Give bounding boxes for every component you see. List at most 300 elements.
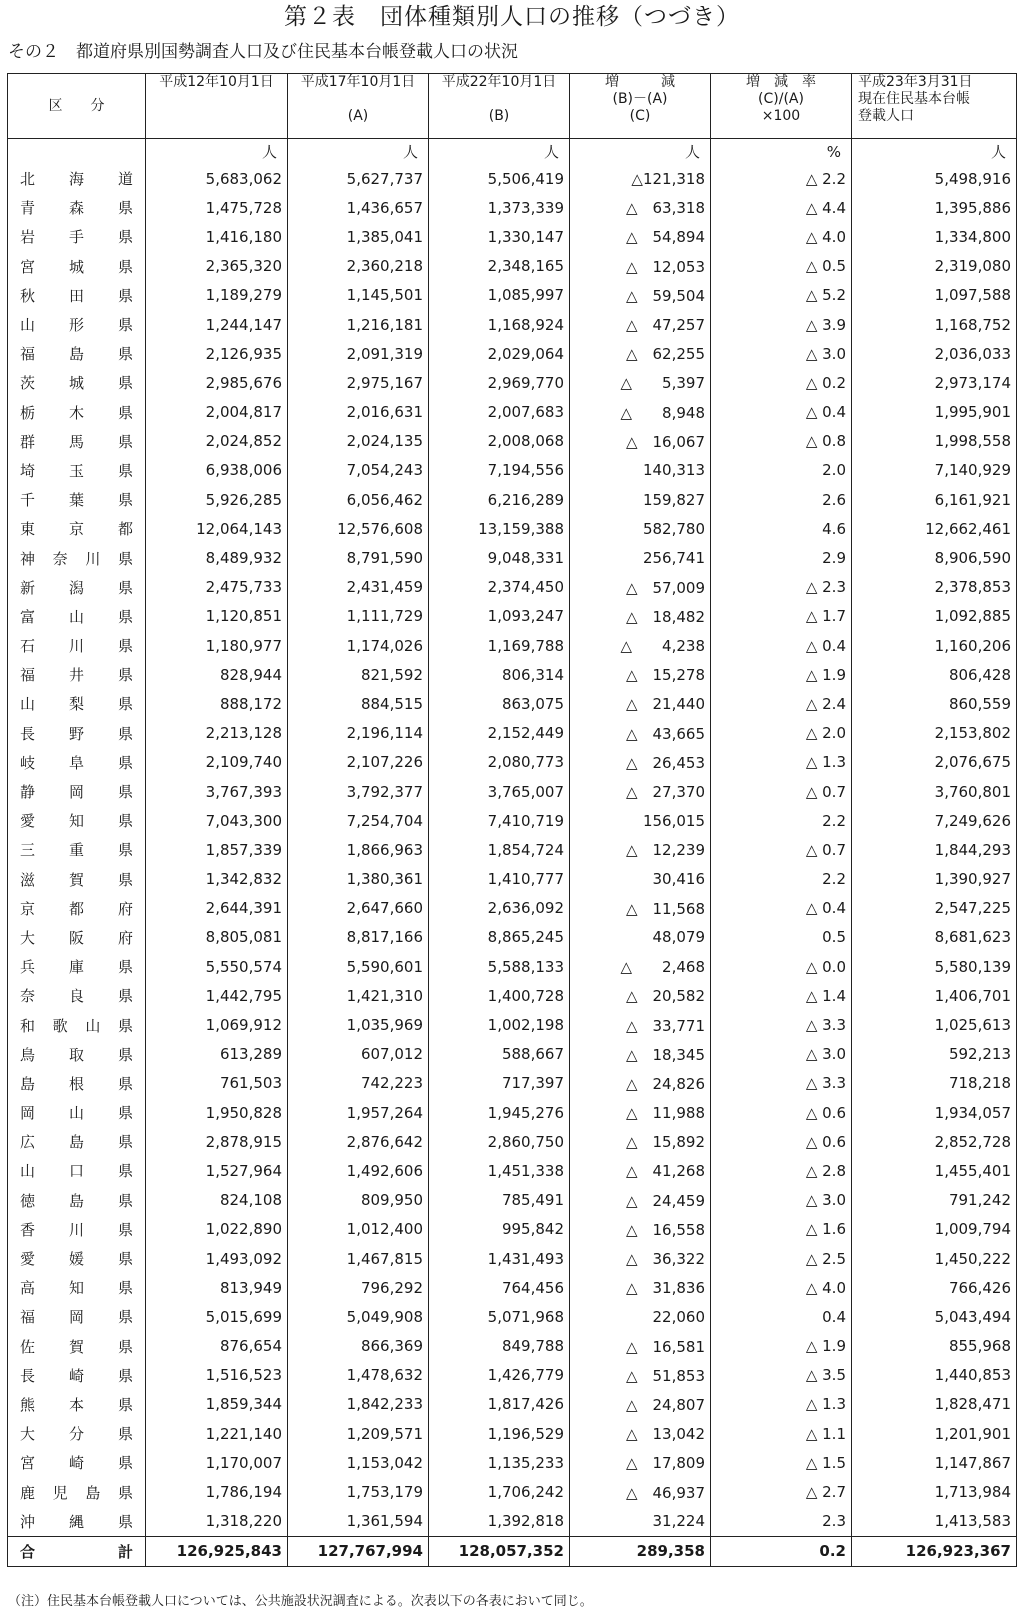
pop-h22: 764,456 [429, 1273, 570, 1302]
pop-h22: 1,431,493 [429, 1244, 570, 1273]
prefecture-name [8, 543, 146, 572]
diff-cell: △ 15,892 [570, 1127, 711, 1156]
prefecture-label: 栃 木 県 [20, 403, 133, 422]
pop-h12: 2,004,817 [146, 398, 288, 427]
prefecture-name [8, 398, 146, 427]
pop-h22: 1,400,728 [429, 981, 570, 1010]
pop-h22: 1,330,147 [429, 222, 570, 251]
registered-cell: 6,161,921 [852, 485, 1017, 514]
total-row [8, 1536, 1017, 1566]
pop-h17: 1,145,501 [288, 281, 429, 310]
pop-h17: 1,753,179 [288, 1477, 429, 1506]
pop-h17: 1,012,400 [288, 1215, 429, 1244]
prefecture-name [8, 952, 146, 981]
pop-h12: 6,938,006 [146, 456, 288, 485]
rate-cell: △ 3.5 [711, 1361, 852, 1390]
diff-cell: 159,827 [570, 485, 711, 514]
registered-cell: 1,334,800 [852, 222, 1017, 251]
prefecture-label: 山 形 県 [20, 316, 133, 335]
prefecture-label: 宮 城 県 [20, 257, 133, 276]
registered-cell: 1,995,901 [852, 398, 1017, 427]
rate-cell: △ 2.5 [711, 1244, 852, 1273]
unit-cell: % [711, 139, 852, 165]
prefecture-label: 石 川 県 [20, 637, 133, 656]
prefecture-name [8, 923, 146, 952]
diff-cell: △ 51,853 [570, 1361, 711, 1390]
prefecture-name [8, 981, 146, 1010]
pop-h17: 1,216,181 [288, 310, 429, 339]
prefecture-name [8, 1273, 146, 1302]
rate-cell: △ 2.0 [711, 719, 852, 748]
prefecture-label: 静 岡 県 [20, 783, 133, 802]
table-row [8, 1244, 1017, 1273]
prefecture-label: 鹿 児 島 県 [20, 1483, 133, 1502]
pop-h22: 1,093,247 [429, 602, 570, 631]
page-title: 第２表 団体種類別人口の推移（つづき） [284, 4, 740, 30]
pop-h17: 12,576,608 [288, 514, 429, 543]
table-row [8, 193, 1017, 222]
registered-cell: 1,713,984 [852, 1477, 1017, 1506]
diff-cell: △ 43,665 [570, 719, 711, 748]
rate-cell: △ 1.7 [711, 602, 852, 631]
pop-h22: 2,860,750 [429, 1127, 570, 1156]
pop-h22: 1,410,777 [429, 865, 570, 894]
pop-h17: 1,492,606 [288, 1156, 429, 1185]
pop-h17: 1,174,026 [288, 631, 429, 660]
pop-h12: 1,244,147 [146, 310, 288, 339]
table-row [8, 1069, 1017, 1098]
unit-cell: 人 [570, 139, 711, 165]
registered-cell: 2,076,675 [852, 748, 1017, 777]
rate-cell: 0.5 [711, 923, 852, 952]
pop-h22: 5,071,968 [429, 1302, 570, 1331]
prefecture-label: 青 森 県 [20, 199, 133, 218]
unit-cell: 人 [429, 139, 570, 165]
pop-h17: 796,292 [288, 1273, 429, 1302]
diff-cell: △ 2,468 [570, 952, 711, 981]
prefecture-label: 大 阪 府 [20, 928, 133, 947]
table-row [8, 310, 1017, 339]
prefecture-name [8, 689, 146, 718]
pop-h12: 12,064,143 [146, 514, 288, 543]
rate-cell: 2.6 [711, 485, 852, 514]
table-row [8, 631, 1017, 660]
pop-h22: 128,057,352 [429, 1536, 570, 1566]
pop-h22: 995,842 [429, 1215, 570, 1244]
pop-h22: 7,194,556 [429, 456, 570, 485]
pop-h22: 849,788 [429, 1332, 570, 1361]
table-row [8, 1507, 1017, 1537]
pop-h17: 1,866,963 [288, 835, 429, 864]
header-h22: 平成22年10月1日 (B) [429, 74, 570, 139]
pop-h12: 2,985,676 [146, 368, 288, 397]
rate-cell: 2.2 [711, 865, 852, 894]
prefecture-label: 岩 手 県 [20, 228, 133, 247]
prefecture-label: 長 野 県 [20, 724, 133, 743]
pop-h17: 1,957,264 [288, 1098, 429, 1127]
pop-h12: 888,172 [146, 689, 288, 718]
pop-h12: 1,170,007 [146, 1448, 288, 1477]
registered-cell: 7,249,626 [852, 806, 1017, 835]
pop-h22: 1,168,924 [429, 310, 570, 339]
rate-cell: △ 4.0 [711, 1273, 852, 1302]
pop-h12: 1,475,728 [146, 193, 288, 222]
prefecture-name [8, 806, 146, 835]
prefecture-name [8, 1186, 146, 1215]
registered-cell: 5,498,916 [852, 164, 1017, 193]
registered-cell: 3,760,801 [852, 777, 1017, 806]
pop-h17: 1,209,571 [288, 1419, 429, 1448]
registered-cell: 2,036,033 [852, 339, 1017, 368]
diff-cell: △ 20,582 [570, 981, 711, 1010]
table-row [8, 1273, 1017, 1302]
registered-cell: 1,201,901 [852, 1419, 1017, 1448]
pop-h12: 2,213,128 [146, 719, 288, 748]
table-row [8, 1302, 1017, 1331]
rate-cell: △ 1.1 [711, 1419, 852, 1448]
pop-h22: 2,348,165 [429, 252, 570, 281]
pop-h22: 1,196,529 [429, 1419, 570, 1448]
pop-h17: 7,054,243 [288, 456, 429, 485]
registered-cell: 1,025,613 [852, 1010, 1017, 1039]
pop-h12: 1,318,220 [146, 1507, 288, 1537]
prefecture-label: 茨 城 県 [20, 374, 133, 393]
pop-h22: 1,451,338 [429, 1156, 570, 1185]
registered-cell: 8,906,590 [852, 543, 1017, 572]
prefecture-label: 京 都 府 [20, 899, 133, 918]
rate-cell: △ 1.6 [711, 1215, 852, 1244]
prefecture-name [8, 1098, 146, 1127]
pop-h22: 2,152,449 [429, 719, 570, 748]
registered-cell: 806,428 [852, 660, 1017, 689]
prefecture-name [8, 573, 146, 602]
registered-cell: 1,160,206 [852, 631, 1017, 660]
header-h17: 平成17年10月1日 (A) [288, 74, 429, 139]
table-row [8, 222, 1017, 251]
rate-cell: △ 3.9 [711, 310, 852, 339]
diff-cell: △ 27,370 [570, 777, 711, 806]
pop-h12: 1,493,092 [146, 1244, 288, 1273]
prefecture-label: 北 海 道 [20, 170, 133, 189]
prefecture-name [8, 1156, 146, 1185]
diff-cell: 22,060 [570, 1302, 711, 1331]
pop-h12: 1,342,832 [146, 865, 288, 894]
pop-h12: 2,644,391 [146, 894, 288, 923]
pop-h12: 2,024,852 [146, 427, 288, 456]
pop-h17: 742,223 [288, 1069, 429, 1098]
registered-cell: 791,242 [852, 1186, 1017, 1215]
pop-h22: 8,865,245 [429, 923, 570, 952]
registered-cell: 1,934,057 [852, 1098, 1017, 1127]
prefecture-name [8, 427, 146, 456]
diff-cell: △ 57,009 [570, 573, 711, 602]
header-diff: 増 減 (B)－(A) (C) [570, 74, 711, 139]
prefecture-name [8, 485, 146, 514]
pop-h17: 821,592 [288, 660, 429, 689]
pop-h12: 126,925,843 [146, 1536, 288, 1566]
prefecture-name [8, 193, 146, 222]
diff-cell: 582,780 [570, 514, 711, 543]
table-row [8, 865, 1017, 894]
registered-cell: 1,009,794 [852, 1215, 1017, 1244]
prefecture-name [8, 1069, 146, 1098]
registered-cell: 1,828,471 [852, 1390, 1017, 1419]
diff-cell: △ 54,894 [570, 222, 711, 251]
rate-cell: △ 0.7 [711, 835, 852, 864]
pop-h12: 1,069,912 [146, 1010, 288, 1039]
prefecture-name [8, 865, 146, 894]
rate-cell: △ 2.2 [711, 164, 852, 193]
rate-cell: △ 3.0 [711, 1186, 852, 1215]
pop-h22: 1,706,242 [429, 1477, 570, 1506]
table-row [8, 1477, 1017, 1506]
table-row [8, 1040, 1017, 1069]
prefecture-name [8, 1448, 146, 1477]
pop-h17: 1,842,233 [288, 1390, 429, 1419]
pop-h17: 1,361,594 [288, 1507, 429, 1537]
table-row [8, 543, 1017, 572]
registered-cell: 1,455,401 [852, 1156, 1017, 1185]
unit-cell: 人 [288, 139, 429, 165]
rate-cell: △ 0.8 [711, 427, 852, 456]
prefecture-name [8, 631, 146, 660]
table-row [8, 281, 1017, 310]
diff-cell: △ 17,809 [570, 1448, 711, 1477]
pop-h17: 5,627,737 [288, 164, 429, 193]
prefecture-label: 佐 賀 県 [20, 1337, 133, 1356]
pop-h22: 5,588,133 [429, 952, 570, 981]
pop-h12: 1,120,851 [146, 602, 288, 631]
prefecture-name [8, 1390, 146, 1419]
rate-cell: △ 0.4 [711, 894, 852, 923]
header-h12: 平成12年10月1日 [146, 74, 288, 139]
diff-cell: 31,224 [570, 1507, 711, 1537]
pop-h12: 1,859,344 [146, 1390, 288, 1419]
table-row [8, 339, 1017, 368]
rate-cell: △ 3.3 [711, 1010, 852, 1039]
diff-cell: 140,313 [570, 456, 711, 485]
prefecture-label: 福 岡 県 [20, 1308, 133, 1327]
rate-cell: △ 0.0 [711, 952, 852, 981]
pop-h22: 785,491 [429, 1186, 570, 1215]
table-row [8, 573, 1017, 602]
pop-h12: 5,015,699 [146, 1302, 288, 1331]
pop-h17: 2,091,319 [288, 339, 429, 368]
rate-cell: △ 0.5 [711, 252, 852, 281]
diff-cell: 156,015 [570, 806, 711, 835]
pop-h12: 1,022,890 [146, 1215, 288, 1244]
prefecture-name [8, 456, 146, 485]
diff-cell: △ 21,440 [570, 689, 711, 718]
table-row [8, 1361, 1017, 1390]
pop-h17: 5,590,601 [288, 952, 429, 981]
rate-cell: 2.9 [711, 543, 852, 572]
diff-cell: △ 63,318 [570, 193, 711, 222]
table-row [8, 719, 1017, 748]
registered-cell: 718,218 [852, 1069, 1017, 1098]
rate-cell: △ 4.4 [711, 193, 852, 222]
pop-h22: 1,392,818 [429, 1507, 570, 1537]
pop-h12: 5,926,285 [146, 485, 288, 514]
diff-cell: △ 11,568 [570, 894, 711, 923]
pop-h22: 1,169,788 [429, 631, 570, 660]
pop-h12: 8,489,932 [146, 543, 288, 572]
header-row [8, 74, 1017, 139]
prefecture-name [8, 310, 146, 339]
pop-h12: 1,516,523 [146, 1361, 288, 1390]
prefecture-label: 広 島 県 [20, 1133, 133, 1152]
prefecture-label: 福 島 県 [20, 345, 133, 364]
diff-cell: △ 24,459 [570, 1186, 711, 1215]
prefecture-label: 熊 本 県 [20, 1395, 133, 1414]
rate-cell: △ 0.6 [711, 1098, 852, 1127]
population-table [7, 73, 1017, 1567]
registered-cell: 766,426 [852, 1273, 1017, 1302]
prefecture-label: 山 梨 県 [20, 695, 133, 714]
pop-h17: 3,792,377 [288, 777, 429, 806]
rate-cell: △ 2.7 [711, 1477, 852, 1506]
diff-cell: △ 36,322 [570, 1244, 711, 1273]
pop-h12: 1,527,964 [146, 1156, 288, 1185]
prefecture-label: 愛 媛 県 [20, 1250, 133, 1269]
pop-h17: 2,975,167 [288, 368, 429, 397]
registered-cell: 1,406,701 [852, 981, 1017, 1010]
pop-h12: 1,416,180 [146, 222, 288, 251]
prefecture-name [8, 1010, 146, 1039]
table-row [8, 1390, 1017, 1419]
diff-cell: 256,741 [570, 543, 711, 572]
prefecture-name [8, 894, 146, 923]
pop-h22: 1,945,276 [429, 1098, 570, 1127]
pop-h12: 2,109,740 [146, 748, 288, 777]
pop-h17: 1,467,815 [288, 1244, 429, 1273]
registered-cell: 2,852,728 [852, 1127, 1017, 1156]
rate-cell: △ 3.3 [711, 1069, 852, 1098]
prefecture-label: 岐 阜 県 [20, 753, 133, 772]
table-row [8, 1010, 1017, 1039]
registered-cell: 1,998,558 [852, 427, 1017, 456]
pop-h17: 6,056,462 [288, 485, 429, 514]
table-row [8, 1215, 1017, 1244]
prefecture-label: 山 口 県 [20, 1162, 133, 1181]
pop-h17: 1,421,310 [288, 981, 429, 1010]
table-row [8, 748, 1017, 777]
prefecture-label: 沖 縄 県 [20, 1512, 133, 1531]
prefecture-label: 奈 良 県 [20, 987, 133, 1006]
pop-h22: 7,410,719 [429, 806, 570, 835]
table-row [8, 368, 1017, 397]
diff-cell: △ 13,042 [570, 1419, 711, 1448]
pop-h22: 1,002,198 [429, 1010, 570, 1039]
prefecture-label: 長 崎 県 [20, 1366, 133, 1385]
diff-cell: △ 62,255 [570, 339, 711, 368]
table-row [8, 485, 1017, 514]
registered-cell: 1,168,752 [852, 310, 1017, 339]
pop-h12: 613,289 [146, 1040, 288, 1069]
table-row [8, 952, 1017, 981]
pop-h22: 2,008,068 [429, 427, 570, 456]
diff-cell: △ 12,239 [570, 835, 711, 864]
pop-h12: 1,221,140 [146, 1419, 288, 1448]
header-rate: 増 減 率 (C)/(A) ×100 [711, 74, 852, 139]
pop-h17: 607,012 [288, 1040, 429, 1069]
rate-cell: △ 5.2 [711, 281, 852, 310]
table-subtitle: その２ 都道府県別国勢調査人口及び住民基本台帳登載人口の状況 [8, 42, 518, 62]
pop-h22: 2,636,092 [429, 894, 570, 923]
pop-h17: 1,035,969 [288, 1010, 429, 1039]
pop-h17: 8,791,590 [288, 543, 429, 572]
table-row [8, 164, 1017, 193]
pop-h12: 761,503 [146, 1069, 288, 1098]
rate-cell: △ 1.3 [711, 748, 852, 777]
pop-h17: 1,111,729 [288, 602, 429, 631]
table-row [8, 456, 1017, 485]
table-row [8, 981, 1017, 1010]
table-body [8, 139, 1017, 1567]
prefecture-label: 合 計 [20, 1542, 133, 1561]
diff-cell: △ 18,482 [570, 602, 711, 631]
table-row [8, 660, 1017, 689]
unit-row [8, 139, 1017, 165]
table-row [8, 777, 1017, 806]
diff-cell: △ 31,836 [570, 1273, 711, 1302]
footnote: （注）住民基本台帳登載人口については、公共施設状況調査による。次表以下の各表において同じ。 [8, 1594, 593, 1609]
table-row [8, 894, 1017, 923]
rate-cell: △ 3.0 [711, 1040, 852, 1069]
rate-cell: △ 0.6 [711, 1127, 852, 1156]
diff-cell: △ 15,278 [570, 660, 711, 689]
prefecture-name [8, 1332, 146, 1361]
pop-h22: 5,506,419 [429, 164, 570, 193]
registered-cell: 12,662,461 [852, 514, 1017, 543]
registered-cell: 5,580,139 [852, 952, 1017, 981]
registered-cell: 1,147,867 [852, 1448, 1017, 1477]
registered-cell: 2,547,225 [852, 894, 1017, 923]
prefecture-label: 神 奈 川 県 [20, 549, 133, 568]
pop-h12: 1,189,279 [146, 281, 288, 310]
pop-h22: 1,085,997 [429, 281, 570, 310]
pop-h17: 1,380,361 [288, 865, 429, 894]
unit-cell: 人 [852, 139, 1017, 165]
rate-cell: △ 4.0 [711, 222, 852, 251]
prefecture-label: 大 分 県 [20, 1425, 133, 1444]
diff-cell: △ 26,453 [570, 748, 711, 777]
diff-cell: △ 47,257 [570, 310, 711, 339]
table-row [8, 835, 1017, 864]
prefecture-label: 富 山 県 [20, 607, 133, 626]
table-row [8, 1098, 1017, 1127]
prefecture-label: 埼 玉 県 [20, 461, 133, 480]
pop-h22: 3,765,007 [429, 777, 570, 806]
pop-h17: 2,024,135 [288, 427, 429, 456]
prefecture-name [8, 368, 146, 397]
prefecture-label: 新 潟 県 [20, 578, 133, 597]
prefecture-label: 宮 崎 県 [20, 1454, 133, 1473]
prefecture-name [8, 1419, 146, 1448]
pop-h17: 1,436,657 [288, 193, 429, 222]
pop-h12: 828,944 [146, 660, 288, 689]
pop-h12: 5,683,062 [146, 164, 288, 193]
prefecture-name [8, 835, 146, 864]
registered-cell: 860,559 [852, 689, 1017, 718]
prefecture-name [8, 339, 146, 368]
pop-h22: 2,080,773 [429, 748, 570, 777]
pop-h12: 2,365,320 [146, 252, 288, 281]
prefecture-name [8, 1536, 146, 1566]
prefecture-label: 岡 山 県 [20, 1104, 133, 1123]
prefecture-name [8, 1040, 146, 1069]
table-row [8, 427, 1017, 456]
